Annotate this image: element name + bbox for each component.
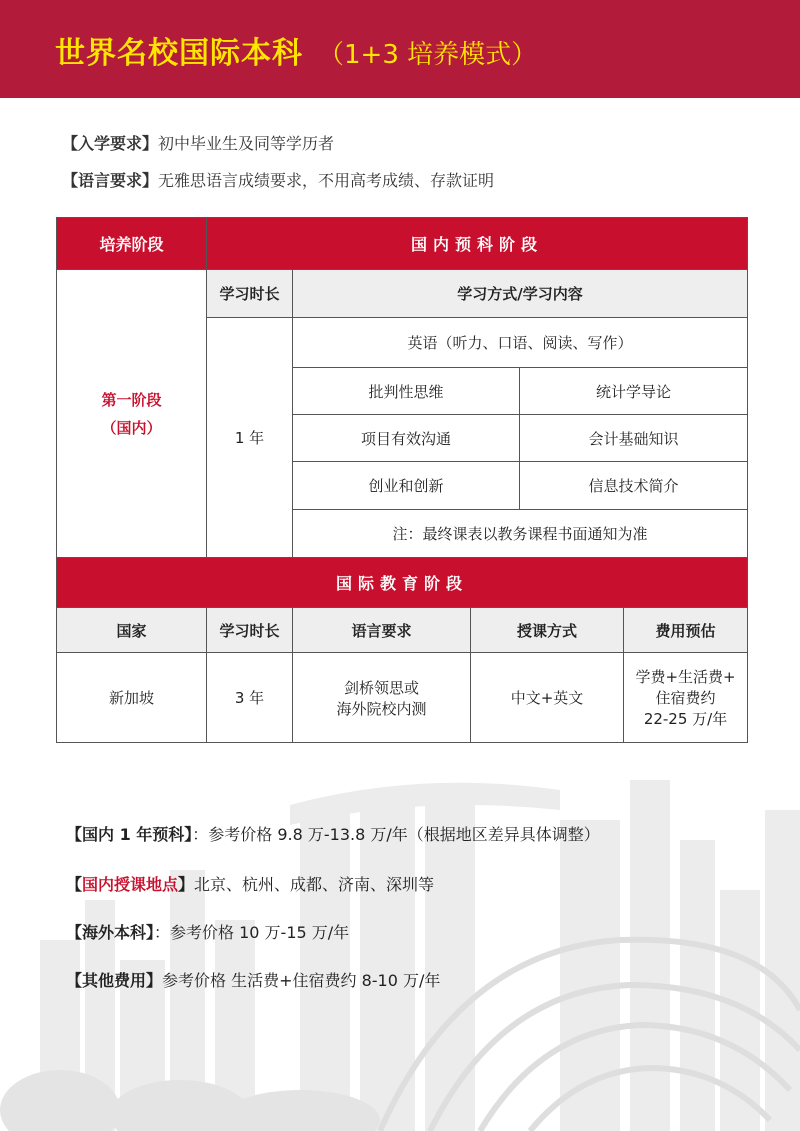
course-it: 信息技术简介: [520, 462, 748, 510]
international-stage-header: 国际教育阶段: [57, 558, 748, 608]
course-critical-thinking: 批判性思维: [293, 368, 520, 415]
fee-prep-value: ：参考价格 9.8 万-13.8 万/年（根据地区差异具体调整）: [192, 825, 600, 844]
program-table: [56, 217, 748, 743]
intl-country: 新加坡: [57, 653, 207, 743]
fee-location-bracket-open: 【: [66, 875, 83, 894]
fee-prep: [66, 822, 600, 845]
course-note: 注：最终课表以教务课程书面通知为准: [293, 510, 748, 558]
fee-other-value: 参考价格 生活费+住宿费约 8-10 万/年: [162, 971, 441, 990]
course-project-communication: 项目有效沟通: [293, 415, 520, 462]
col-country: 国家: [57, 608, 207, 653]
intl-fee-cell: [624, 653, 748, 743]
fee-location: [66, 872, 434, 895]
language-requirement: [62, 168, 494, 191]
fee-overseas-value: ：参考价格 10 万-15 万/年: [154, 923, 350, 942]
fee-prep-label: 【国内 1 年预科】: [66, 825, 193, 844]
intl-fee-line1: 学费+生活费+: [635, 668, 736, 686]
admission-label: 【入学要求】: [62, 134, 159, 153]
stage-header: 培养阶段: [57, 218, 207, 270]
admission-requirement: [62, 131, 334, 154]
fee-location-bracket-close: 】: [178, 875, 195, 894]
col-language: 语言要求: [293, 608, 471, 653]
page-subtitle: （1+3 培养模式）: [318, 40, 538, 70]
language-value: 无雅思语言成绩要求，不用高考成绩、存款证明: [158, 171, 495, 190]
stage1-title: 第一阶段: [101, 390, 162, 409]
header-banner: [0, 0, 800, 98]
fee-location-label: 国内授课地点: [82, 875, 179, 894]
domestic-duration: 1 年: [207, 318, 293, 558]
intl-fee-line3: 22-25 万/年: [643, 710, 728, 728]
intl-language-line1: 剑桥领思或: [343, 678, 419, 697]
domestic-stage-header: 国内预科阶段: [207, 218, 748, 270]
col-fee: 费用预估: [624, 608, 748, 653]
intl-teaching: 中文+英文: [471, 653, 624, 743]
stage1-cell: [57, 270, 207, 558]
course-statistics: 统计学导论: [520, 368, 748, 415]
fee-other: [66, 968, 440, 991]
page-title: 世界名校国际本科: [55, 36, 303, 71]
intl-duration: 3 年: [207, 653, 293, 743]
fee-overseas: [66, 920, 349, 943]
duration-header: 学习时长: [207, 270, 293, 318]
intl-language-line2: 海外院校内测: [336, 699, 427, 718]
fee-overseas-label: 【海外本科】: [66, 923, 155, 942]
stage1-location: （国内）: [101, 418, 162, 437]
course-english: 英语（听力、口语、阅读、写作）: [293, 318, 748, 368]
admission-value: 初中毕业生及同等学历者: [158, 134, 335, 153]
language-label: 【语言要求】: [62, 171, 159, 190]
intl-fee-line2: 住宿费约: [655, 689, 716, 707]
intl-language-cell: [293, 653, 471, 743]
course-entrepreneurship: 创业和创新: [293, 462, 520, 510]
col-duration: 学习时长: [207, 608, 293, 653]
fee-location-value: 北京、杭州、成都、济南、深圳等: [194, 875, 435, 894]
fee-other-label: 【其他费用】: [66, 971, 163, 990]
col-teaching: 授课方式: [471, 608, 624, 653]
course-accounting: 会计基础知识: [520, 415, 748, 462]
method-header: 学习方式/学习内容: [293, 270, 748, 318]
